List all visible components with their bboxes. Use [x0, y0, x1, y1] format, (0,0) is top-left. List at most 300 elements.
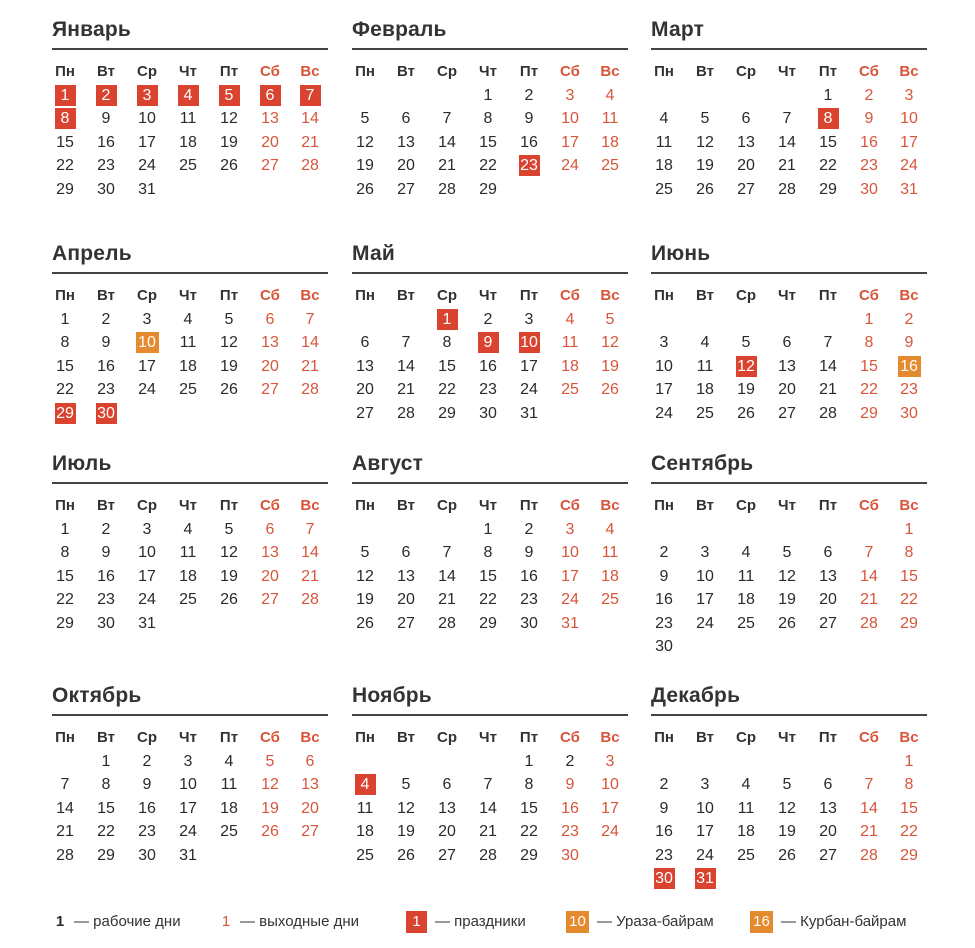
day-cell: 28: [438, 614, 456, 632]
day-cell: 17: [520, 357, 538, 375]
day-cell: 19: [220, 357, 238, 375]
day-cell: 24: [655, 404, 673, 422]
day-cell: 16: [479, 357, 497, 375]
day-cell: 5: [360, 110, 370, 128]
day-cell: 30: [655, 638, 673, 655]
day-cell: 19: [356, 157, 374, 175]
day-cell: 25: [356, 846, 374, 864]
day-cell: 6: [401, 110, 411, 128]
day-cell: 3: [565, 521, 575, 538]
day-cell: 12: [220, 544, 238, 562]
weekday-label: Пн: [55, 63, 75, 80]
day-cell: 24: [561, 157, 579, 175]
weekday-label: Ср: [437, 497, 457, 514]
day-cell: 2: [659, 776, 669, 794]
month-9: [651, 452, 931, 655]
day-cell: 20: [301, 799, 319, 817]
weekday-label: Пт: [219, 63, 239, 80]
weekday-label: Вс: [300, 729, 320, 746]
day-cell: 16: [561, 799, 579, 817]
day-cell: 29: [860, 404, 878, 422]
day-cell: 5: [224, 311, 234, 328]
legend-item-off: [220, 910, 359, 934]
day-cell: 4: [224, 753, 234, 770]
day-cell: 3: [142, 311, 152, 328]
day-cell: 21: [438, 157, 456, 175]
weekday-label: Вс: [899, 497, 919, 514]
month-divider: [651, 714, 927, 716]
day-cell: 19: [220, 133, 238, 151]
day-cell: 15: [900, 799, 918, 817]
day-cell: 31: [179, 846, 197, 864]
day-cell: 12: [696, 133, 714, 151]
day-cell: 7: [300, 85, 321, 106]
day-cell: 23: [520, 157, 538, 175]
day-cell: 6: [823, 776, 833, 794]
weekday-label: Чт: [778, 63, 796, 80]
day-cell: 8: [60, 544, 70, 562]
day-cell: 9: [101, 110, 111, 128]
day-cell: 9: [142, 776, 152, 794]
day-cell: 19: [778, 591, 796, 609]
day-cell: 5: [360, 544, 370, 562]
weekday-label: Вт: [696, 497, 714, 514]
day-cell: 10: [900, 110, 918, 128]
day-cell: 26: [220, 381, 238, 399]
day-cell: 6: [782, 334, 792, 352]
day-cell: 11: [220, 776, 238, 794]
day-cell: 28: [301, 157, 319, 175]
day-cell: 26: [220, 591, 238, 609]
day-cell: 7: [782, 110, 792, 128]
day-cell: 15: [97, 799, 115, 817]
month-11: [352, 684, 632, 884]
day-cell: 27: [819, 846, 837, 864]
day-cell: 14: [819, 357, 837, 375]
day-cell: 4: [741, 544, 751, 562]
day-cell: 20: [261, 357, 279, 375]
day-cell: 31: [696, 870, 714, 887]
day-cell: 23: [655, 846, 673, 864]
day-cell: 23: [97, 157, 115, 175]
day-cell: 23: [900, 381, 918, 399]
day-cell: 27: [261, 381, 279, 399]
day-cell: 15: [56, 357, 74, 375]
month-1: [52, 18, 332, 218]
day-cell: 20: [356, 381, 374, 399]
day-cell: 31: [520, 404, 538, 422]
weekday-label: Вт: [97, 729, 115, 746]
weekday-label: Вт: [397, 729, 415, 746]
day-cell: 23: [655, 614, 673, 632]
day-cell: 16: [97, 133, 115, 151]
day-cell: 12: [356, 133, 374, 151]
day-cell: 17: [561, 133, 579, 151]
day-cell: 24: [138, 157, 156, 175]
day-cell: 20: [261, 567, 279, 585]
weekday-label: Ср: [736, 63, 756, 80]
day-cell: 5: [265, 753, 275, 770]
day-cell: 3: [137, 85, 158, 106]
weekday-label: Пт: [519, 287, 539, 304]
day-cell: 18: [601, 133, 619, 151]
day-cell: 4: [605, 521, 615, 538]
day-cell: 8: [524, 776, 534, 794]
month-title: Декабрь: [651, 684, 741, 707]
day-cell: 21: [301, 357, 319, 375]
weekday-label: Пн: [55, 729, 75, 746]
weekday-label: Вс: [899, 63, 919, 80]
day-cell: 21: [301, 567, 319, 585]
day-cell: 30: [479, 404, 497, 422]
day-cell: 19: [696, 157, 714, 175]
legend-label: — рабочие дни: [74, 913, 181, 930]
month-divider: [352, 714, 628, 716]
day-cell: 26: [261, 823, 279, 841]
legend-sample: 16: [750, 911, 773, 933]
day-cell: 2: [565, 753, 575, 770]
day-cell: 15: [479, 567, 497, 585]
day-cell: 24: [138, 381, 156, 399]
day-cell: 5: [741, 334, 751, 352]
day-cell: 14: [778, 133, 796, 151]
day-cell: 23: [561, 823, 579, 841]
month-title: Февраль: [352, 18, 447, 41]
day-cell: 17: [561, 567, 579, 585]
day-cell: 15: [479, 133, 497, 151]
weekday-label: Вт: [97, 497, 115, 514]
day-cell: 12: [601, 334, 619, 352]
day-cell: 27: [261, 157, 279, 175]
day-cell: 12: [220, 334, 238, 352]
day-cell: 23: [97, 591, 115, 609]
day-cell: 2: [524, 521, 534, 538]
month-8: [352, 452, 632, 652]
weekday-label: Ср: [137, 63, 157, 80]
month-divider: [52, 482, 328, 484]
weekday-label: Вт: [397, 287, 415, 304]
day-cell: 11: [601, 544, 619, 562]
day-cell: 3: [904, 87, 914, 104]
day-cell: 27: [737, 180, 755, 198]
day-cell: 12: [737, 357, 755, 375]
day-cell: 18: [179, 133, 197, 151]
day-cell: 18: [179, 567, 197, 585]
day-cell: 2: [659, 544, 669, 562]
day-cell: 24: [179, 823, 197, 841]
day-cell: 14: [301, 334, 319, 352]
day-cell: 22: [479, 157, 497, 175]
day-cell: 30: [138, 846, 156, 864]
day-cell: 7: [483, 776, 493, 794]
weekday-label: Пт: [818, 729, 838, 746]
day-cell: 30: [520, 614, 538, 632]
day-cell: 2: [864, 87, 874, 104]
day-cell: 23: [138, 823, 156, 841]
day-cell: 28: [778, 180, 796, 198]
day-cell: 18: [220, 799, 238, 817]
day-cell: 19: [356, 591, 374, 609]
day-cell: 5: [782, 776, 792, 794]
day-cell: 10: [655, 357, 673, 375]
day-cell: 16: [97, 567, 115, 585]
day-cell: 5: [605, 311, 615, 328]
weekday-label: Пн: [355, 63, 375, 80]
day-cell: 8: [483, 544, 493, 562]
day-cell: 7: [864, 776, 874, 794]
month-title: Август: [352, 452, 424, 475]
weekday-label: Вс: [300, 287, 320, 304]
day-cell: 1: [904, 753, 914, 770]
day-cell: 21: [819, 381, 837, 399]
day-cell: 22: [56, 381, 74, 399]
day-cell: 14: [301, 110, 319, 128]
day-cell: 13: [301, 776, 319, 794]
day-cell: 26: [220, 157, 238, 175]
day-cell: 10: [696, 567, 714, 585]
day-cell: 25: [179, 591, 197, 609]
day-cell: 28: [479, 846, 497, 864]
day-cell: 2: [483, 311, 493, 328]
day-cell: 18: [655, 157, 673, 175]
day-cell: 30: [97, 180, 115, 198]
weekday-label: Пн: [654, 287, 674, 304]
day-cell: 5: [401, 776, 411, 794]
day-cell: 21: [479, 823, 497, 841]
weekday-label: Чт: [778, 497, 796, 514]
day-cell: 7: [305, 311, 315, 328]
day-cell: 10: [138, 544, 156, 562]
day-cell: 1: [483, 521, 493, 538]
day-cell: 25: [601, 157, 619, 175]
month-5: [352, 242, 632, 442]
day-cell: 7: [305, 521, 315, 538]
weekday-label: Чт: [778, 287, 796, 304]
day-cell: 9: [864, 110, 874, 128]
day-cell: 27: [778, 404, 796, 422]
day-cell: 31: [561, 614, 579, 632]
weekday-label: Ср: [736, 497, 756, 514]
day-cell: 19: [220, 567, 238, 585]
day-cell: 10: [136, 332, 159, 353]
weekday-label: Сб: [560, 287, 580, 304]
day-cell: 17: [696, 591, 714, 609]
weekday-label: Вс: [300, 497, 320, 514]
day-cell: 19: [601, 357, 619, 375]
month-title: Январь: [52, 18, 132, 41]
day-cell: 27: [397, 614, 415, 632]
day-cell: 11: [561, 334, 579, 352]
day-cell: 4: [183, 521, 193, 538]
day-cell: 20: [438, 823, 456, 841]
day-cell: 28: [860, 846, 878, 864]
day-cell: 6: [442, 776, 452, 794]
weekday-label: Чт: [479, 497, 497, 514]
day-cell: 26: [601, 381, 619, 399]
day-cell: 18: [356, 823, 374, 841]
day-cell: 2: [101, 521, 111, 538]
day-cell: 23: [860, 157, 878, 175]
day-cell: 10: [520, 334, 538, 352]
day-cell: 2: [904, 311, 914, 328]
day-cell: 17: [655, 381, 673, 399]
legend-sample: 1: [406, 911, 427, 933]
day-cell: 10: [138, 110, 156, 128]
day-cell: 1: [437, 309, 458, 330]
day-cell: 13: [737, 133, 755, 151]
day-cell: 28: [860, 614, 878, 632]
day-cell: 29: [97, 846, 115, 864]
legend-label: — праздники: [435, 913, 526, 930]
day-cell: 10: [561, 544, 579, 562]
day-cell: 10: [601, 776, 619, 794]
weekday-label: Вс: [600, 497, 620, 514]
day-cell: 8: [55, 108, 76, 129]
day-cell: 1: [60, 311, 70, 328]
day-cell: 13: [261, 110, 279, 128]
day-cell: 11: [179, 544, 197, 562]
legend-label: — выходные дни: [240, 913, 360, 930]
day-cell: 14: [56, 799, 74, 817]
day-cell: 25: [655, 180, 673, 198]
day-cell: 7: [60, 776, 70, 794]
day-cell: 6: [260, 85, 281, 106]
day-cell: 9: [101, 334, 111, 352]
day-cell: 22: [860, 381, 878, 399]
day-cell: 17: [138, 133, 156, 151]
day-cell: 15: [56, 133, 74, 151]
day-cell: 12: [220, 110, 238, 128]
weekday-label: Пн: [355, 729, 375, 746]
weekday-label: Вс: [300, 63, 320, 80]
day-cell: 16: [655, 823, 673, 841]
weekday-label: Пт: [519, 63, 539, 80]
month-title: Ноябрь: [352, 684, 432, 707]
weekday-label: Пн: [55, 287, 75, 304]
day-cell: 29: [900, 614, 918, 632]
month-divider: [352, 48, 628, 50]
day-cell: 14: [479, 799, 497, 817]
weekday-label: Сб: [260, 729, 280, 746]
weekday-label: Сб: [560, 63, 580, 80]
weekday-label: Чт: [479, 63, 497, 80]
weekday-label: Сб: [260, 287, 280, 304]
day-cell: 26: [737, 404, 755, 422]
day-cell: 1: [101, 753, 111, 770]
day-cell: 11: [601, 110, 619, 128]
weekday-label: Вт: [696, 729, 714, 746]
day-cell: 15: [56, 567, 74, 585]
month-title: Июнь: [651, 242, 711, 265]
day-cell: 14: [397, 357, 415, 375]
weekday-label: Пт: [818, 287, 838, 304]
day-cell: 10: [561, 110, 579, 128]
day-cell: 17: [900, 133, 918, 151]
day-cell: 25: [561, 381, 579, 399]
month-title: Сентябрь: [651, 452, 754, 475]
day-cell: 2: [96, 85, 117, 106]
day-cell: 2: [101, 311, 111, 328]
day-cell: 11: [179, 334, 197, 352]
day-cell: 20: [778, 381, 796, 399]
day-cell: 4: [659, 110, 669, 128]
day-cell: 13: [397, 567, 415, 585]
weekday-label: Вс: [600, 63, 620, 80]
day-cell: 25: [737, 846, 755, 864]
day-cell: 14: [438, 567, 456, 585]
day-cell: 14: [438, 133, 456, 151]
day-cell: 7: [823, 334, 833, 352]
day-cell: 22: [97, 823, 115, 841]
day-cell: 18: [737, 823, 755, 841]
day-cell: 24: [900, 157, 918, 175]
day-cell: 13: [819, 799, 837, 817]
day-cell: 23: [479, 381, 497, 399]
month-divider: [52, 714, 328, 716]
day-cell: 11: [179, 110, 197, 128]
day-cell: 20: [397, 591, 415, 609]
month-title: Апрель: [52, 242, 132, 265]
day-cell: 18: [696, 381, 714, 399]
weekday-label: Чт: [479, 729, 497, 746]
day-cell: 17: [138, 357, 156, 375]
day-cell: 8: [101, 776, 111, 794]
day-cell: 23: [97, 381, 115, 399]
weekday-label: Пт: [818, 497, 838, 514]
month-divider: [52, 48, 328, 50]
day-cell: 15: [860, 357, 878, 375]
month-title: Май: [352, 242, 395, 265]
weekday-label: Сб: [859, 63, 879, 80]
legend-label: — Курбан-байрам: [781, 913, 907, 930]
month-title: Июль: [52, 452, 112, 475]
day-cell: 16: [520, 133, 538, 151]
day-cell: 19: [778, 823, 796, 841]
day-cell: 11: [737, 567, 755, 585]
day-cell: 16: [860, 133, 878, 151]
day-cell: 21: [860, 591, 878, 609]
day-cell: 25: [179, 157, 197, 175]
day-cell: 5: [219, 85, 240, 106]
weekday-label: Пт: [519, 729, 539, 746]
day-cell: 9: [565, 776, 575, 794]
day-cell: 21: [56, 823, 74, 841]
day-cell: 26: [356, 614, 374, 632]
day-cell: 31: [138, 614, 156, 632]
day-cell: 27: [397, 180, 415, 198]
day-cell: 4: [565, 311, 575, 328]
day-cell: 6: [401, 544, 411, 562]
weekday-label: Сб: [260, 63, 280, 80]
day-cell: 8: [483, 110, 493, 128]
day-cell: 2: [142, 753, 152, 770]
day-cell: 22: [520, 823, 538, 841]
weekday-label: Пн: [355, 287, 375, 304]
weekday-label: Чт: [179, 63, 197, 80]
day-cell: 28: [397, 404, 415, 422]
legend-label: — Ураза-байрам: [597, 913, 714, 930]
month-divider: [352, 482, 628, 484]
day-cell: 29: [819, 180, 837, 198]
day-cell: 29: [479, 180, 497, 198]
weekday-label: Чт: [479, 287, 497, 304]
day-cell: 18: [561, 357, 579, 375]
day-cell: 27: [301, 823, 319, 841]
day-cell: 22: [479, 591, 497, 609]
day-cell: 8: [442, 334, 452, 352]
weekday-label: Чт: [179, 729, 197, 746]
month-2: [352, 18, 632, 218]
